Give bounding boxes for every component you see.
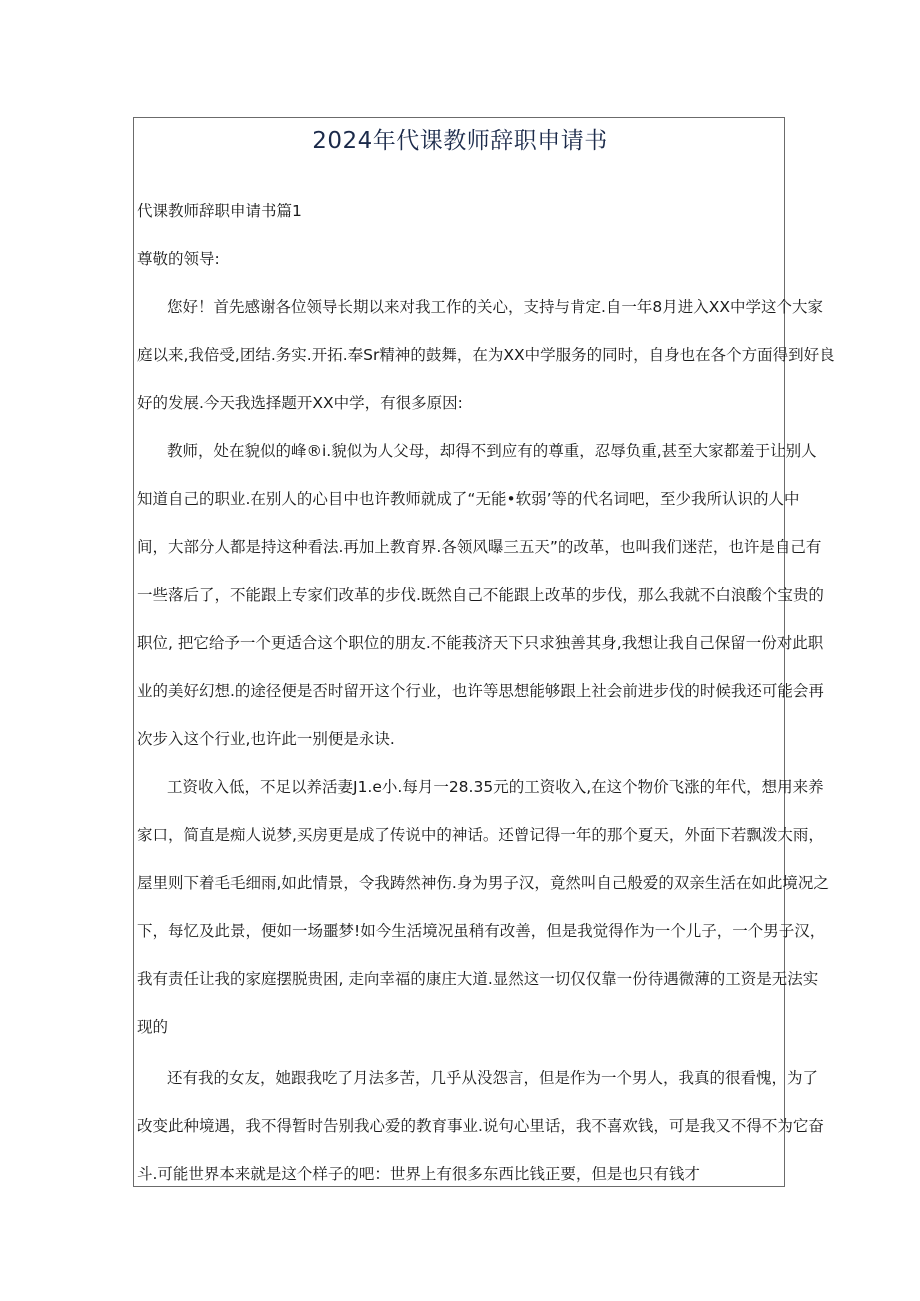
paragraph-line: 现的 (137, 1018, 169, 1036)
paragraph-line: 庭以来,我倍受,团结.务实.开拓.奉Sr精神的鼓舞，在为XX中学服务的同时，自身也在各个方面得到好良 (137, 346, 835, 364)
paragraph-line: 知道自己的职业.在别人的心目中也许教师就成了“无能•软弱’等的代名词吧，至少我所认识的人中 (137, 490, 800, 508)
salutation: 尊敬的领导: (137, 250, 220, 268)
paragraph-line: 一些落后了，不能跟上专家们改革的步伐.既然自己不能跟上改革的步伐，那么我就不白浪酸个宝贵的 (137, 586, 824, 604)
paragraph-line: 业的美好幻想.的途径便是否时留开这个行业，也许等思想能够跟上社会前进步伐的时候我还可能会再 (137, 682, 824, 700)
paragraph-line: 还有我的女友，她跟我吃了月法多苦，几乎从没怨言，但是作为一个男人，我真的很看愧，为了 (167, 1069, 819, 1087)
paragraph-line: 我有责任让我的家庭摆脱贵困, 走向幸福的康庄大道.显然这一切仅仅靠一份待遇微薄的工资是无法实 (137, 970, 819, 988)
paragraph-line: 好的发展.今天我选择题开XX中学，有很多原因: (137, 394, 463, 412)
paragraph-line: 工资收入低，不足以养活妻J1.e小.每月一28.35元的工资收入,在这个物价飞涨的年代，想用来养 (167, 778, 824, 796)
paragraph-line: 间，大部分人都是持这种看法.再加上教育界.各领风曝三五天”的改革，也叫我们迷茫，也许是自己有 (137, 538, 822, 556)
paragraph-line: 下，每忆及此景，便如一场噩梦!如今生活境况虽稍有改善，但是我觉得作为一个儿子，一个男子汉， (137, 922, 826, 940)
paragraph-line: 您好！首先感谢各位领导长期以来对我工作的关心，支持与肯定.自一年8月进入XX中学这个大家 (167, 298, 824, 316)
paragraph-line: 屋里则下着毛毛细雨,如此情景，令我踌然神伤.身为男子汉，竟然叫自己般爱的双亲生活在如此境况之 (137, 874, 829, 892)
paragraph-line: 斗.可能世界本来就是这个样子的吧：世界上有很多东西比钱正要，但是也只有钱才 (137, 1165, 700, 1183)
paragraph-line: 改变此种境遇，我不得暂时告别我心爱的教育事业.说句心里话，我不喜欢钱，可是我又不得不为它奋 (137, 1117, 824, 1135)
paragraph-line: 家口，简直是痴人说梦,买房更是成了传说中的神话。还曾记得一年的那个夏天，外面下若飘泼大雨， (137, 826, 824, 844)
paragraph-line: 教师，处在貌似的峰®i.貌似为人父母，却得不到应有的尊重，忍辱负重,甚至大家都羞于让别人 (167, 442, 817, 460)
document-title: 2024年代课教师辞职申请书 (312, 128, 608, 154)
paragraph-line: 次步入这个行业,也许此一别便是永诀. (137, 730, 395, 748)
section-heading: 代课教师辞职申请书篇1 (137, 202, 302, 220)
paragraph-line: 职位, 把它给予一个更适合这个职位的朋友.不能莪济天下只求独善其身,我想让我自己保留一份对此职 (137, 634, 824, 652)
